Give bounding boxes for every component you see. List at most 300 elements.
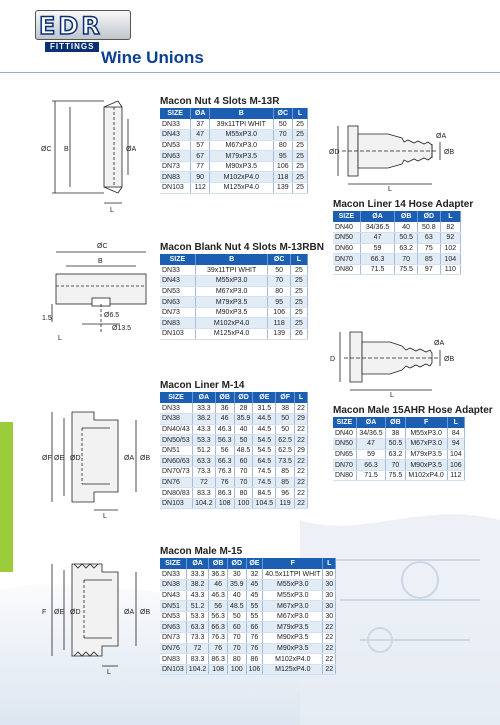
cell: DN43	[160, 130, 191, 141]
cell: 37	[191, 119, 210, 130]
table-male-m15	[160, 558, 336, 675]
cell: 76	[246, 633, 263, 644]
col-header: ØE	[246, 558, 263, 569]
cell: 33.3	[192, 403, 215, 414]
cell: 119	[276, 498, 295, 509]
blank-label-b: B	[98, 258, 103, 265]
cell: 82	[440, 222, 460, 233]
cell: 47	[360, 233, 395, 244]
cell: DN53	[160, 286, 195, 297]
cell: 40	[395, 222, 418, 233]
cell: DN70	[333, 254, 360, 265]
table-row	[160, 643, 336, 654]
cell: DN73	[160, 633, 186, 644]
macon-nut-drawing	[38, 95, 138, 213]
cell: 44.5	[253, 414, 276, 425]
cell: 80	[227, 654, 246, 665]
cell: DN40	[333, 428, 356, 439]
cell: DN70/73	[160, 467, 192, 478]
col-header: ØB	[395, 211, 418, 222]
cell: 25	[293, 119, 308, 130]
cell: 45	[246, 590, 263, 601]
cell: 50	[276, 424, 295, 435]
cell: 22	[295, 488, 308, 499]
cell: DN33	[160, 569, 186, 580]
liner-label-e: ØE	[54, 455, 65, 462]
cell: 36	[215, 403, 234, 414]
cell: 70	[395, 254, 418, 265]
cell: 56	[215, 445, 234, 456]
cell: 50	[268, 265, 290, 276]
cell: 73.3	[192, 467, 215, 478]
cell: 32	[246, 569, 263, 580]
table-row	[160, 183, 308, 194]
cell: 47	[356, 439, 385, 450]
liner-label-d: ØD	[70, 455, 81, 462]
cell: 63	[417, 233, 440, 244]
cell: DN60	[333, 243, 360, 254]
col-header: ØB	[386, 417, 405, 428]
cell: 50	[276, 414, 295, 425]
table-row	[160, 265, 308, 276]
cell: DN33	[160, 403, 192, 414]
col-header: ØD	[234, 392, 253, 403]
liner-label-l: L	[103, 513, 107, 520]
cell: M55xP3.0	[263, 590, 323, 601]
cell: M79xP3.5	[210, 151, 273, 162]
liner-14-hose-drawing	[328, 112, 468, 192]
cell: 46	[215, 414, 234, 425]
cell: 56	[209, 601, 228, 612]
table-row	[160, 445, 308, 456]
cell: 84.5	[253, 488, 276, 499]
cell: DN80/83	[160, 488, 192, 499]
cell: 30	[323, 590, 336, 601]
table-liner-14-hose	[333, 211, 461, 275]
cell: 86.3	[209, 654, 228, 665]
cell: DN53	[160, 140, 191, 151]
male-15ahr-drawing	[328, 318, 468, 398]
table-row	[160, 130, 308, 141]
cell: M79xP3.5	[263, 622, 323, 633]
table-row	[160, 633, 336, 644]
cell: 22	[323, 622, 336, 633]
cell: 35.9	[234, 414, 253, 425]
cell: M67xP3.0	[263, 601, 323, 612]
cell: 80	[273, 140, 292, 151]
cell: 102	[440, 243, 460, 254]
male-m15-drawing	[40, 554, 158, 676]
cell: DN40	[333, 222, 360, 233]
cell: 22	[323, 654, 336, 665]
cell: 108	[209, 664, 228, 675]
cell: 36.3	[209, 569, 228, 580]
cell: 44.5	[253, 424, 276, 435]
cell: 51.2	[192, 445, 215, 456]
cell: 51.2	[186, 601, 209, 612]
nut-label-l: L	[110, 207, 114, 213]
cell: 77	[191, 161, 210, 172]
cell: 25	[290, 297, 307, 308]
cell: 76	[246, 643, 263, 654]
cell: 104.2	[186, 664, 209, 675]
cell: DN80	[333, 264, 360, 275]
table-row	[160, 601, 336, 612]
cell: 71.5	[360, 264, 395, 275]
cell: 75.5	[386, 470, 405, 481]
cell: 110	[440, 264, 460, 275]
cell: 72	[192, 477, 215, 488]
cell: 30	[323, 580, 336, 591]
cell: M90xP3.5	[210, 161, 273, 172]
cell: 66.3	[360, 254, 395, 265]
col-header: L	[323, 558, 336, 569]
table-row	[333, 254, 461, 265]
cell: 46.3	[209, 590, 228, 601]
cell: 70	[234, 477, 253, 488]
male15-label-b: ØB	[444, 356, 455, 363]
cell: 80	[234, 488, 253, 499]
cell: 118	[273, 172, 292, 183]
cell: 50	[273, 119, 292, 130]
cell: 45	[246, 580, 263, 591]
cell: 35.9	[227, 580, 246, 591]
cell: 50.5	[386, 439, 405, 450]
cell: 30	[323, 611, 336, 622]
section-title-male-15ahr: Macon Male 15AHR Hose Adapter	[333, 405, 493, 416]
cell: 48.5	[234, 445, 253, 456]
cell: 43.3	[186, 590, 209, 601]
cell: 106	[273, 161, 292, 172]
cell: 106	[447, 460, 464, 471]
cell: 28	[234, 403, 253, 414]
cell: 22	[295, 498, 308, 509]
cell: 76.3	[215, 467, 234, 478]
cell: DN60/63	[160, 456, 192, 467]
cell: 59	[360, 243, 395, 254]
cell: 56.3	[209, 611, 228, 622]
cell: 74.5	[253, 467, 276, 478]
logo-subtitle: FITTINGS	[45, 42, 99, 52]
cell: DN83	[160, 318, 195, 329]
cell: 94	[447, 439, 464, 450]
cell: 60	[234, 456, 253, 467]
cell: 90	[191, 172, 210, 183]
table-row	[160, 622, 336, 633]
cell: DN103	[160, 329, 195, 340]
table-row	[160, 161, 308, 172]
cell: 70	[268, 276, 290, 287]
cell: 50.5	[395, 233, 418, 244]
col-header: ØB	[215, 392, 234, 403]
cell: M102xP4.0	[263, 654, 323, 665]
cell: 95	[273, 151, 292, 162]
cell: 34/36.5	[360, 222, 395, 233]
cell: 38	[276, 403, 295, 414]
cell: DN33	[160, 119, 191, 130]
cell: 118	[268, 318, 290, 329]
cell: 55	[246, 611, 263, 622]
cell: M67xP3.0	[210, 140, 273, 151]
cell: 76	[215, 477, 234, 488]
cell: DN50/53	[160, 435, 192, 446]
cell: 22	[295, 456, 308, 467]
table-row	[160, 498, 308, 509]
cell: 54.5	[253, 435, 276, 446]
blank-label-1-5: 1.5	[42, 315, 52, 322]
cell: 83.3	[186, 654, 209, 665]
cell: 104.5	[253, 498, 276, 509]
cell: 112	[191, 183, 210, 194]
table-liner-m14	[160, 392, 308, 509]
cell: 72	[186, 643, 209, 654]
cell: 22	[295, 435, 308, 446]
cell: DN103	[160, 498, 192, 509]
cell: M55xP3.0	[405, 428, 447, 439]
cell: 25	[293, 151, 308, 162]
table-row	[160, 151, 308, 162]
table-row	[160, 488, 308, 499]
table-row	[333, 233, 461, 244]
table-header-row	[160, 108, 308, 119]
cell: 85	[276, 467, 295, 478]
cell: 74.5	[253, 477, 276, 488]
col-header: SIZE	[160, 392, 192, 403]
col-header: SIZE	[160, 108, 191, 119]
nut-label-b: B	[64, 146, 69, 153]
cell: 73.5	[276, 456, 295, 467]
table-row	[333, 449, 465, 460]
cell: DN53	[160, 611, 186, 622]
cell: DN38	[160, 414, 192, 425]
col-header: ØA	[356, 417, 385, 428]
table-header-row	[160, 558, 336, 569]
cell: 56.3	[215, 435, 234, 446]
cell: M67xP3.0	[263, 611, 323, 622]
table-row	[333, 264, 461, 275]
cell: 25	[290, 276, 307, 287]
cell: 22	[295, 424, 308, 435]
col-header: SIZE	[333, 211, 360, 222]
cell: DN43	[160, 590, 186, 601]
cell: 62.5	[276, 445, 295, 456]
cell: DN51	[160, 601, 186, 612]
cell: 85	[417, 254, 440, 265]
cell: 71.5	[356, 470, 385, 481]
liner-label-b: ØB	[140, 455, 151, 462]
male-label-d: ØD	[70, 609, 81, 616]
table-row	[333, 428, 465, 439]
male15-label-a: ØA	[434, 340, 445, 347]
cell: DN65	[333, 449, 356, 460]
cell: DN63	[160, 297, 195, 308]
male-label-l: L	[107, 669, 111, 676]
cell: 38	[386, 428, 405, 439]
cell: DN83	[160, 172, 191, 183]
table-row	[160, 611, 336, 622]
table-row	[160, 414, 308, 425]
col-header: L	[293, 108, 308, 119]
cell: DN76	[160, 643, 186, 654]
page-title: Wine Unions	[101, 48, 204, 67]
table-row	[160, 140, 308, 151]
cell: 70	[273, 130, 292, 141]
cell: 50	[234, 435, 253, 446]
cell: 73.3	[186, 633, 209, 644]
nut-label-a: ØA	[126, 146, 137, 153]
cell: 40	[227, 590, 246, 601]
blank-label-l: L	[58, 335, 62, 342]
liner-m14-drawing	[40, 402, 158, 520]
cell: DN103	[160, 183, 191, 194]
table-header-row	[160, 254, 308, 265]
table-row	[160, 307, 308, 318]
cell: 39x11TPI WHIT	[195, 265, 268, 276]
table-male-15ahr	[333, 417, 465, 481]
cell: 63.3	[186, 622, 209, 633]
cell: 50.8	[417, 222, 440, 233]
male-label-b: ØB	[140, 609, 151, 616]
logo-text: EDR	[39, 12, 103, 40]
cell: M125xP4.0	[195, 329, 268, 340]
table-row	[160, 477, 308, 488]
cell: M102xP4.0	[210, 172, 273, 183]
cell: 66.3	[356, 460, 385, 471]
cell: 25	[293, 130, 308, 141]
cell: 70	[227, 643, 246, 654]
table-row	[160, 664, 336, 675]
section-title-liner-m14: Macon Liner M-14	[160, 380, 245, 391]
cell: 92	[440, 233, 460, 244]
cell: 46	[209, 580, 228, 591]
table-row	[160, 403, 308, 414]
cell: 66	[246, 622, 263, 633]
cell: 108	[215, 498, 234, 509]
cell: 67	[191, 151, 210, 162]
cell: M125xP4.0	[210, 183, 273, 194]
table-row	[160, 119, 308, 130]
cell: 38.2	[186, 580, 209, 591]
cell: 25	[293, 172, 308, 183]
cell: 48.5	[227, 601, 246, 612]
cell: 25	[290, 318, 307, 329]
table-row	[160, 172, 308, 183]
table-row	[160, 569, 336, 580]
cell: 25	[290, 286, 307, 297]
cell: 139	[273, 183, 292, 194]
cell: 80	[268, 286, 290, 297]
cell: 53.3	[192, 435, 215, 446]
table-row	[160, 329, 308, 340]
cell: DN38	[160, 580, 186, 591]
male-label-f: F	[42, 609, 47, 616]
blank-label-6-5: Ø6.5	[104, 312, 120, 319]
cell: 104.2	[192, 498, 215, 509]
cell: M79xP3.5	[195, 297, 268, 308]
table-header-row	[333, 211, 461, 222]
cell: 22	[295, 403, 308, 414]
cell: 22	[323, 633, 336, 644]
male15-label-l: L	[390, 392, 394, 398]
male15-label-d: D	[330, 356, 336, 363]
table-row	[160, 467, 308, 478]
cell: M90xP3.5	[263, 643, 323, 654]
cell: 66.3	[215, 456, 234, 467]
cell: DN63	[160, 622, 186, 633]
cell: 26	[290, 329, 307, 340]
cell: 106	[246, 664, 263, 675]
cell: DN70	[333, 460, 356, 471]
cell: 25	[290, 307, 307, 318]
cell: DN43	[160, 276, 195, 287]
cell: 39x11TPI WHIT	[210, 119, 273, 130]
cell: 43.3	[192, 424, 215, 435]
section-title-liner-14-hose: Macon Liner 14 Hose Adapter	[333, 199, 474, 210]
cell: DN50	[333, 439, 356, 450]
col-header: B	[195, 254, 268, 265]
cell: 29	[295, 414, 308, 425]
col-header: ØA	[191, 108, 210, 119]
table-row	[333, 222, 461, 233]
cell: DN51	[160, 445, 192, 456]
section-title-male-m15: Macon Male M-15	[160, 546, 243, 557]
col-header: B	[210, 108, 273, 119]
cell: DN103	[160, 664, 186, 675]
cell: 76	[209, 643, 228, 654]
side-tab	[0, 422, 13, 572]
cell: M55xP3.0	[195, 276, 268, 287]
liner14-label-d: ØD	[329, 149, 340, 156]
cell: 50	[227, 611, 246, 622]
cell: M90xP3.5	[195, 307, 268, 318]
cell: DN76	[160, 477, 192, 488]
cell: 40	[234, 424, 253, 435]
cell: 76.3	[209, 633, 228, 644]
cell: 86.3	[215, 488, 234, 499]
table-row	[160, 435, 308, 446]
cell: M125xP4.0	[263, 664, 323, 675]
col-header: ØA	[192, 392, 215, 403]
cell: 31.5	[253, 403, 276, 414]
cell: M67xP3.0	[195, 286, 268, 297]
col-header: L	[295, 392, 308, 403]
cell: 22	[323, 664, 336, 675]
table-row	[160, 580, 336, 591]
cell: M90xP3.5	[263, 633, 323, 644]
cell: 100	[234, 498, 253, 509]
table-row	[160, 456, 308, 467]
cell: 63.3	[192, 456, 215, 467]
male-label-a: ØA	[124, 609, 135, 616]
col-header: L	[447, 417, 464, 428]
cell: DN33	[160, 265, 195, 276]
col-header: L	[440, 211, 460, 222]
cell: 57	[191, 140, 210, 151]
col-header: ØA	[360, 211, 395, 222]
cell: 95	[268, 297, 290, 308]
table-row	[333, 439, 465, 450]
cell: 40.5x11TPI WHIT	[263, 569, 323, 580]
col-header: ØD	[417, 211, 440, 222]
liner14-label-l: L	[388, 186, 392, 192]
cell: 30	[323, 569, 336, 580]
cell: 46.3	[215, 424, 234, 435]
cell: M67xP3.0	[405, 439, 447, 450]
cell: 83.3	[192, 488, 215, 499]
table-row	[160, 297, 308, 308]
blank-nut-drawing	[42, 232, 160, 347]
male-label-e: ØE	[54, 609, 65, 616]
